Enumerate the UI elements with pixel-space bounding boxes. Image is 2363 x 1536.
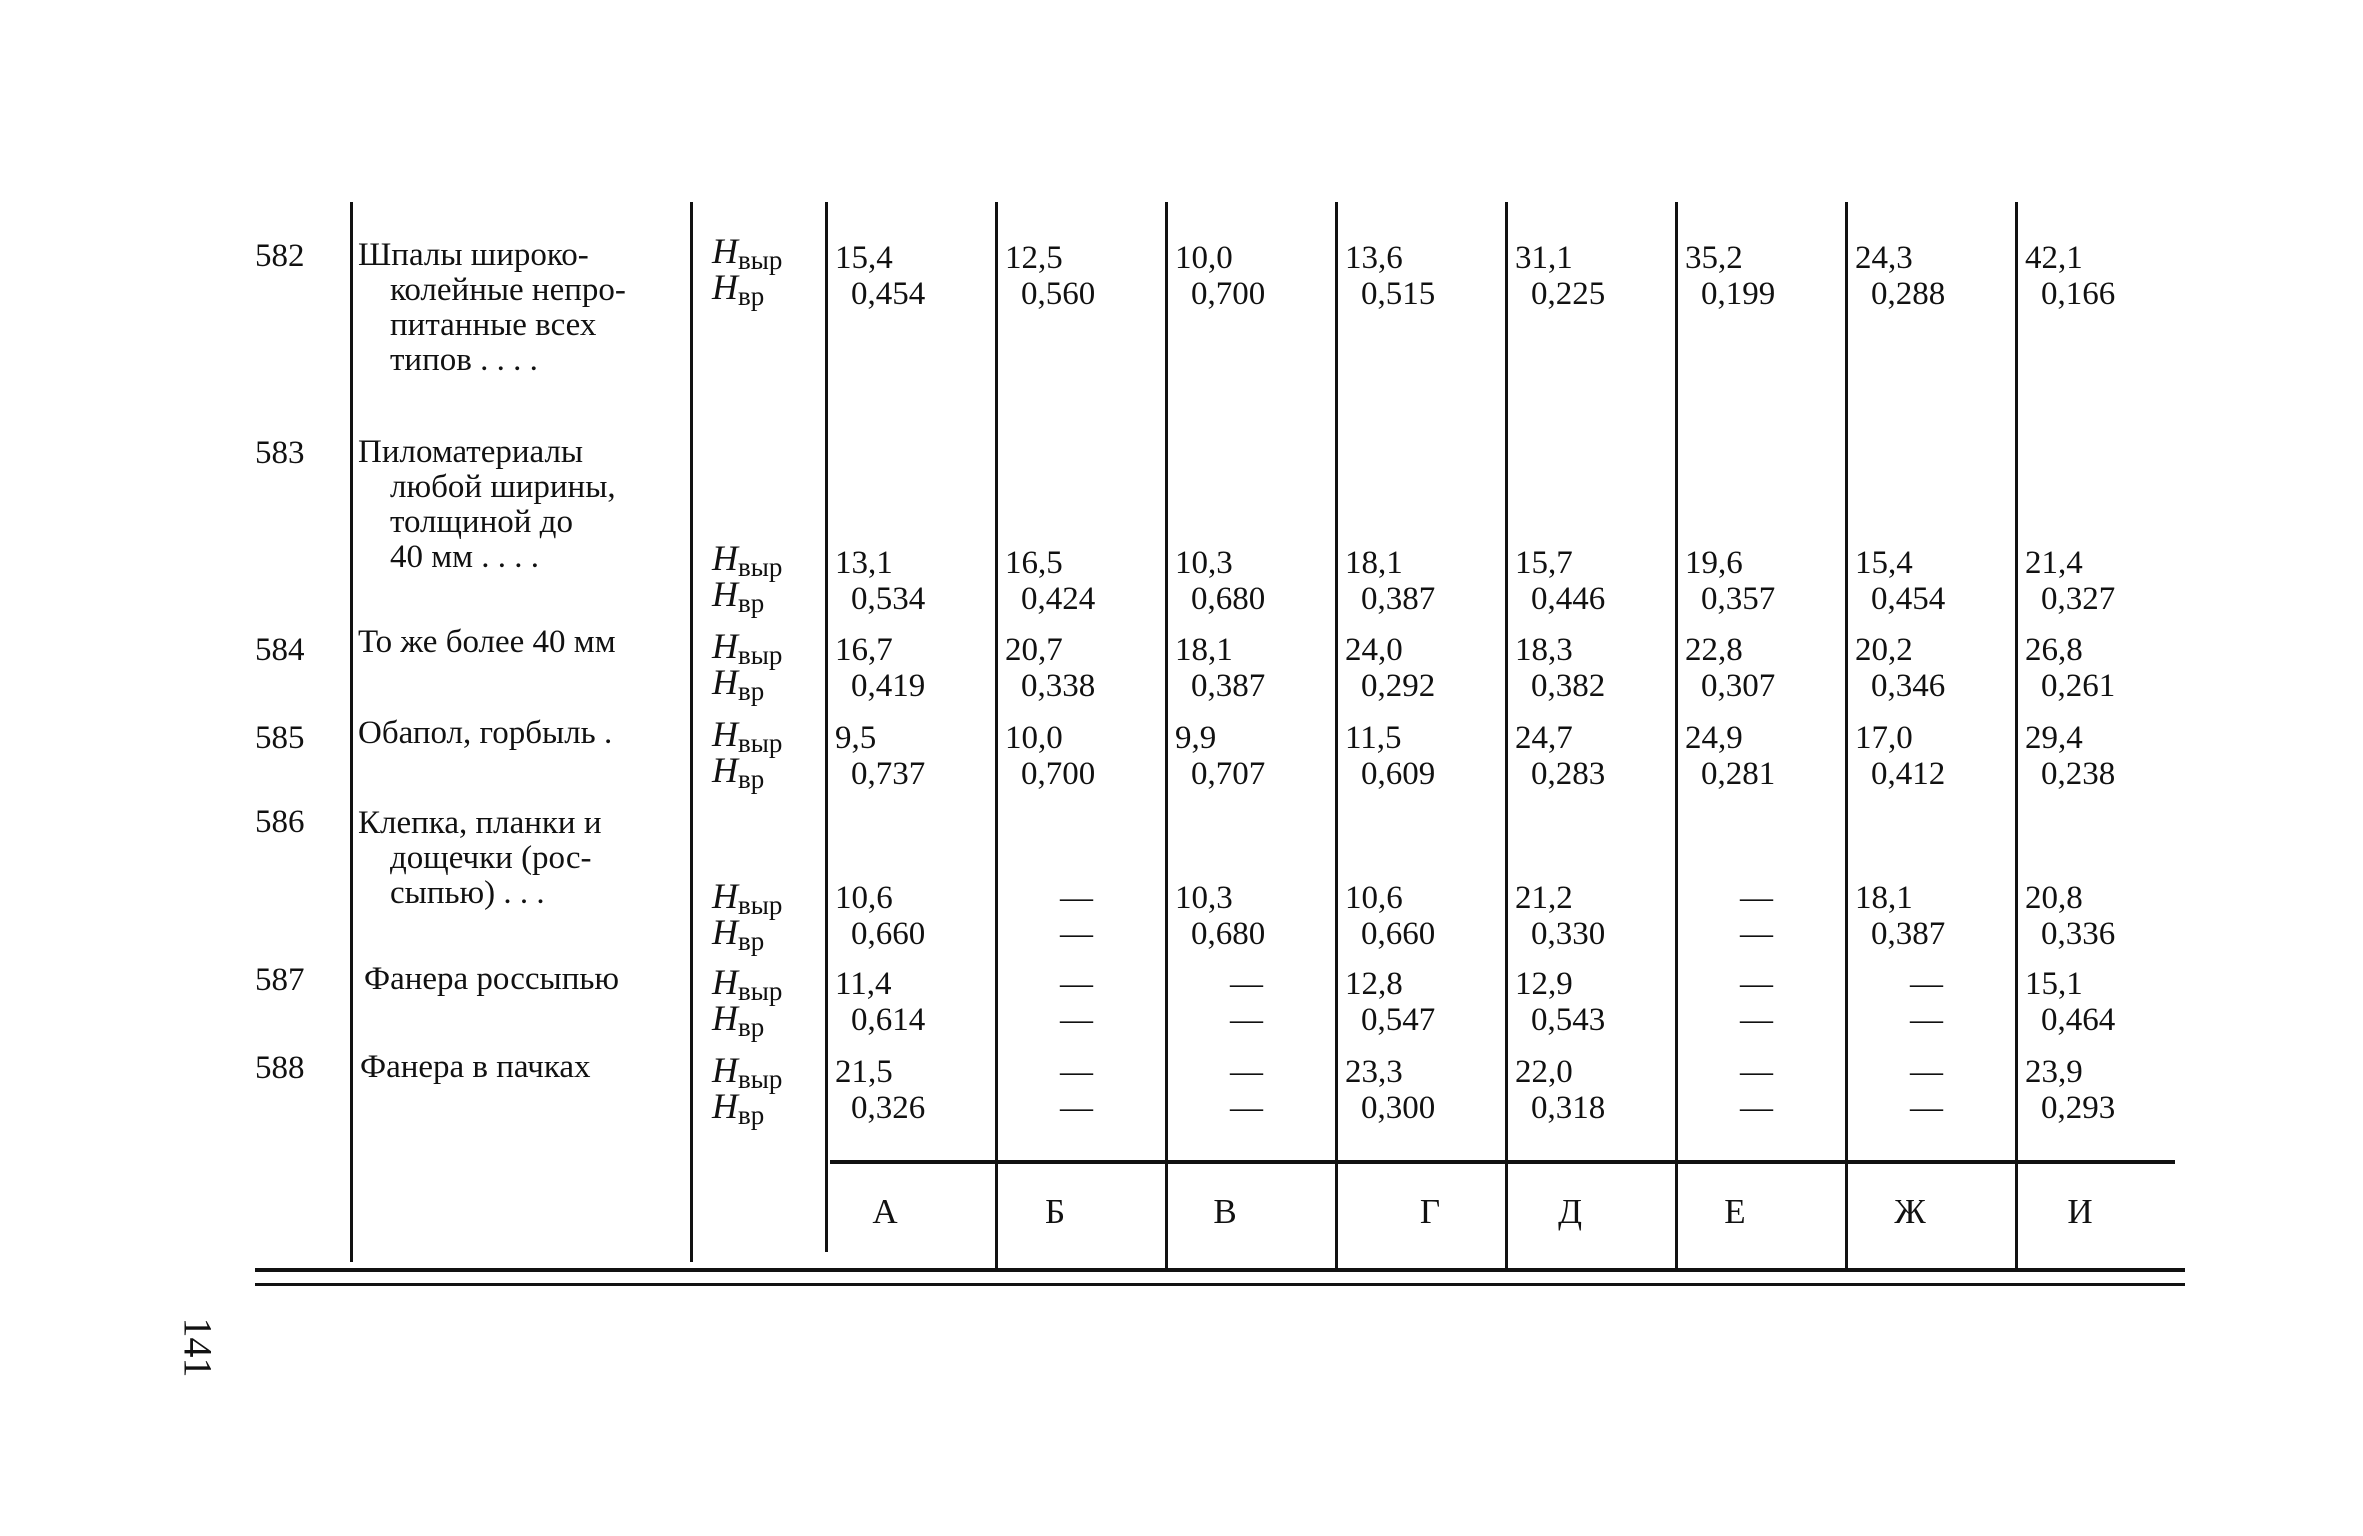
time-norm-value: 0,424 [1021, 581, 1096, 617]
time-norm-value: — [1230, 1090, 1263, 1126]
output-norm-value: — [1060, 880, 1093, 916]
row-number: 588 [255, 1050, 305, 1086]
value-cell [1515, 1054, 1605, 1126]
time-norm-value: 0,225 [1531, 276, 1606, 312]
description-line: 40 мм . . . . [390, 539, 540, 575]
output-norm-value: — [1060, 966, 1093, 1002]
time-norm-value: 0,338 [1021, 668, 1096, 704]
description-line: колейные непро- [390, 272, 626, 308]
header-rule [830, 1160, 2175, 1164]
row-description [358, 435, 684, 575]
output-norm-value: 10,0 [1005, 720, 1063, 756]
output-norm-value: 23,3 [1345, 1054, 1403, 1090]
time-norm-value: 0,199 [1701, 276, 1776, 312]
norm-time-symbol: $Н_{вр}$ [712, 662, 765, 706]
output-norm-value: 9,9 [1175, 720, 1217, 756]
time-norm-value: 0,387 [1191, 668, 1266, 704]
output-norm-value: — [1740, 880, 1773, 916]
norm-symbols [712, 876, 820, 956]
column-rule [995, 202, 998, 1272]
value-cell [1175, 632, 1265, 704]
output-norm-value: 12,8 [1345, 966, 1403, 1002]
time-norm-value: — [1060, 916, 1093, 952]
time-norm-value: 0,307 [1701, 668, 1776, 704]
output-norm-value: 26,8 [2025, 632, 2083, 668]
time-norm-value: 0,382 [1531, 668, 1606, 704]
time-norm-value: 0,238 [2041, 756, 2116, 792]
value-cell [1685, 545, 1775, 617]
output-norm-value: — [1740, 1054, 1773, 1090]
description-line: Фанера в пачках [360, 1049, 591, 1085]
norm-output-symbol: $Н_{выр}$ [712, 714, 783, 758]
time-norm-value: 0,543 [1531, 1002, 1606, 1038]
description-line: любой ширины, [390, 469, 616, 505]
value-cell [1005, 545, 1095, 617]
value-cell [2025, 240, 2115, 312]
time-norm-value: 0,330 [1531, 916, 1606, 952]
time-norm-value: 0,336 [2041, 916, 2116, 952]
output-norm-value: 15,7 [1515, 545, 1573, 581]
column-rule [1845, 202, 1848, 1272]
time-norm-value: 0,547 [1361, 1002, 1436, 1038]
bottom-rule [255, 1268, 2185, 1272]
value-cell [1345, 240, 1435, 312]
value-cell [1515, 240, 1605, 312]
output-norm-value: 24,0 [1345, 632, 1403, 668]
output-norm-value: 24,7 [1515, 720, 1573, 756]
description-line: Обапол, горбыль . [358, 715, 613, 751]
time-norm-value: 0,318 [1531, 1090, 1606, 1126]
time-norm-value: 0,293 [2041, 1090, 2116, 1126]
time-norm-value: 0,560 [1021, 276, 1096, 312]
output-norm-value: 15,4 [835, 240, 893, 276]
norm-time-symbol: $Н_{вр}$ [712, 574, 765, 618]
output-norm-value: 24,3 [1855, 240, 1913, 276]
time-norm-value: — [1230, 1002, 1263, 1038]
norm-output-symbol: $Н_{выр}$ [712, 876, 783, 920]
value-cell [2025, 720, 2115, 792]
column-rule [690, 202, 693, 1262]
column-rule [1165, 202, 1168, 1272]
output-norm-value: 15,4 [1855, 545, 1913, 581]
value-cell [1515, 966, 1605, 1038]
time-norm-value: 0,464 [2041, 1002, 2116, 1038]
description-line: Шпалы широко- [358, 237, 589, 273]
time-norm-value: 0,166 [2041, 276, 2116, 312]
column-letter: Б [1044, 1192, 1066, 1231]
time-norm-value: 0,700 [1191, 276, 1266, 312]
value-cell [1175, 880, 1265, 952]
output-norm-value: 16,7 [835, 632, 893, 668]
value-cell [835, 545, 925, 617]
row-description [358, 962, 690, 997]
time-norm-value: 0,680 [1191, 581, 1266, 617]
value-cell [1060, 1054, 1093, 1126]
output-norm-value: — [1230, 966, 1263, 1002]
time-norm-value: — [1910, 1002, 1943, 1038]
time-norm-value: 0,660 [1361, 916, 1436, 952]
time-norm-value: 0,609 [1361, 756, 1436, 792]
output-norm-value: 35,2 [1685, 240, 1743, 276]
value-cell [1230, 1054, 1263, 1126]
time-norm-value: 0,737 [851, 756, 926, 792]
output-norm-value: 31,1 [1515, 240, 1573, 276]
description-line: питанные всех [390, 307, 597, 343]
value-cell [1345, 720, 1435, 792]
value-cell [2025, 966, 2115, 1038]
norm-symbols [712, 231, 820, 311]
output-norm-value: 15,1 [2025, 966, 2083, 1002]
output-norm-value: 17,0 [1855, 720, 1913, 756]
time-norm-value: 0,614 [851, 1002, 926, 1038]
output-norm-value: 10,6 [835, 880, 893, 916]
value-cell [1230, 966, 1263, 1038]
output-norm-value: 18,1 [1175, 632, 1233, 668]
column-rule [1675, 202, 1678, 1272]
output-norm-value: 10,0 [1175, 240, 1233, 276]
output-norm-value: 13,1 [835, 545, 893, 581]
value-cell [1740, 1054, 1773, 1126]
page-number: 141 [175, 1317, 221, 1378]
value-cell [2025, 632, 2115, 704]
value-cell [1685, 240, 1775, 312]
output-norm-value: 24,9 [1685, 720, 1743, 756]
description-line: дощечки (рос- [390, 840, 592, 876]
value-cell [1005, 720, 1095, 792]
value-cell [1345, 545, 1435, 617]
norm-symbols [712, 1050, 820, 1130]
output-norm-value: 10,3 [1175, 545, 1233, 581]
value-cell [1345, 632, 1435, 704]
norm-output-symbol: $Н_{выр}$ [712, 962, 783, 1006]
time-norm-value: 0,446 [1531, 581, 1606, 617]
output-norm-value: 12,5 [1005, 240, 1063, 276]
value-cell [1740, 880, 1773, 952]
time-norm-value: 0,454 [1871, 581, 1946, 617]
value-cell [835, 240, 925, 312]
description-line: То же более 40 мм [358, 624, 616, 660]
output-norm-value: 19,6 [1685, 545, 1743, 581]
column-rule [350, 202, 353, 1262]
value-cell [1345, 966, 1435, 1038]
column-rule [1505, 202, 1508, 1272]
output-norm-value: — [1740, 966, 1773, 1002]
value-cell [1515, 720, 1605, 792]
output-norm-value: 20,8 [2025, 880, 2083, 916]
output-norm-value: 29,4 [2025, 720, 2083, 756]
output-norm-value: 16,5 [1005, 545, 1063, 581]
time-norm-value: — [1740, 1002, 1773, 1038]
value-cell [1175, 545, 1265, 617]
time-norm-value: 0,283 [1531, 756, 1606, 792]
norm-symbols [712, 538, 820, 618]
value-cell [1345, 880, 1435, 952]
norm-output-symbol: $Н_{выр}$ [712, 1050, 783, 1094]
norm-time-symbol: $Н_{вр}$ [712, 1086, 765, 1130]
row-number: 583 [255, 435, 305, 471]
output-norm-value: 42,1 [2025, 240, 2083, 276]
row-description [358, 1050, 686, 1085]
column-letter: Г [1419, 1192, 1441, 1231]
description-line: Фанера россыпью [364, 961, 620, 997]
description-line: толщиной до [390, 504, 573, 540]
value-cell [1855, 720, 1945, 792]
time-norm-value: 0,680 [1191, 916, 1266, 952]
row-description [358, 625, 684, 660]
row-number: 584 [255, 632, 305, 668]
value-cell [1175, 720, 1265, 792]
value-cell [1910, 966, 1943, 1038]
value-cell [2025, 1054, 2115, 1126]
description-line: типов . . . . [390, 342, 538, 378]
value-cell [835, 1054, 925, 1126]
norm-output-symbol: $Н_{выр}$ [712, 538, 783, 582]
time-norm-value: 0,357 [1701, 581, 1776, 617]
output-norm-value: 18,3 [1515, 632, 1573, 668]
time-norm-value: — [1060, 1090, 1093, 1126]
norm-symbols [712, 714, 820, 794]
output-norm-value: 18,1 [1345, 545, 1403, 581]
row-number: 582 [255, 238, 305, 274]
value-cell [2025, 880, 2115, 952]
time-norm-value: 0,281 [1701, 756, 1776, 792]
column-rule [1335, 202, 1338, 1272]
output-norm-value: 12,9 [1515, 966, 1573, 1002]
time-norm-value: 0,261 [2041, 668, 2116, 704]
value-cell [2025, 545, 2115, 617]
norm-output-symbol: $Н_{выр}$ [712, 626, 783, 670]
output-norm-value: 13,6 [1345, 240, 1403, 276]
output-norm-value: 20,7 [1005, 632, 1063, 668]
time-norm-value: 0,419 [851, 668, 926, 704]
output-norm-value: 9,5 [835, 720, 877, 756]
output-norm-value: 21,5 [835, 1054, 893, 1090]
output-norm-value: — [1230, 1054, 1263, 1090]
time-norm-value: 0,454 [851, 276, 926, 312]
norm-time-symbol: $Н_{вр}$ [712, 750, 765, 794]
time-norm-value: 0,387 [1361, 581, 1436, 617]
value-cell [1855, 632, 1945, 704]
value-cell [1515, 545, 1605, 617]
output-norm-value: 22,0 [1515, 1054, 1573, 1090]
column-letter: И [2067, 1192, 2093, 1231]
value-cell [1910, 1054, 1943, 1126]
value-cell [1175, 240, 1265, 312]
column-letter: А [872, 1192, 898, 1231]
time-norm-value: — [1910, 1090, 1943, 1126]
value-cell [1855, 240, 1945, 312]
time-norm-value: 0,292 [1361, 668, 1436, 704]
description-line: Клепка, планки и [358, 805, 602, 841]
column-rule [2015, 202, 2018, 1272]
output-norm-value: 21,4 [2025, 545, 2083, 581]
output-norm-value: 11,5 [1345, 720, 1402, 756]
time-norm-value: 0,327 [2041, 581, 2116, 617]
output-norm-value: 23,9 [2025, 1054, 2083, 1090]
value-cell [1060, 966, 1093, 1038]
time-norm-value: — [1740, 1090, 1773, 1126]
time-norm-value: 0,412 [1871, 756, 1946, 792]
output-norm-value: 11,4 [835, 966, 892, 1002]
time-norm-value: 0,300 [1361, 1090, 1436, 1126]
output-norm-value: — [1910, 966, 1943, 1002]
output-norm-value: 18,1 [1855, 880, 1913, 916]
column-letter: В [1213, 1192, 1237, 1231]
bottom-rule-double [255, 1283, 2185, 1286]
value-cell [1855, 880, 1945, 952]
value-cell [1345, 1054, 1435, 1126]
time-norm-value: 0,700 [1021, 756, 1096, 792]
value-cell [835, 880, 925, 952]
value-cell [835, 720, 925, 792]
time-norm-value: 0,534 [851, 581, 926, 617]
value-cell [1005, 240, 1095, 312]
time-norm-value: 0,288 [1871, 276, 1946, 312]
value-cell [1515, 880, 1605, 952]
value-cell [835, 632, 925, 704]
norm-symbols [712, 626, 820, 706]
column-letter: Д [1558, 1192, 1582, 1231]
output-norm-value: — [1910, 1054, 1943, 1090]
column-rule [825, 202, 828, 1252]
row-description [358, 806, 684, 911]
value-cell [835, 966, 925, 1038]
output-norm-value: — [1060, 1054, 1093, 1090]
output-norm-value: 20,2 [1855, 632, 1913, 668]
value-cell [1685, 720, 1775, 792]
time-norm-value: 0,707 [1191, 756, 1266, 792]
norm-output-symbol: $Н_{выр}$ [712, 231, 783, 275]
time-norm-value: 0,660 [851, 916, 926, 952]
row-description [358, 716, 684, 751]
value-cell [1855, 545, 1945, 617]
time-norm-value: 0,326 [851, 1090, 926, 1126]
value-cell [1515, 632, 1605, 704]
time-norm-value: 0,387 [1871, 916, 1946, 952]
time-norm-value: 0,515 [1361, 276, 1436, 312]
output-norm-value: 10,6 [1345, 880, 1403, 916]
value-cell [1740, 966, 1773, 1038]
row-description [358, 238, 684, 378]
value-cell [1005, 632, 1095, 704]
norm-time-symbol: $Н_{вр}$ [712, 267, 765, 311]
row-number: 585 [255, 720, 305, 756]
row-number: 587 [255, 962, 305, 998]
value-cell [1685, 632, 1775, 704]
description-line: Пиломатериалы [358, 434, 584, 470]
row-number: 586 [255, 804, 305, 840]
column-letter: Ж [1894, 1192, 1926, 1231]
time-norm-value: — [1060, 1002, 1093, 1038]
output-norm-value: 10,3 [1175, 880, 1233, 916]
norm-time-symbol: $Н_{вр}$ [712, 998, 765, 1042]
value-cell [1060, 880, 1093, 952]
time-norm-value: 0,346 [1871, 668, 1946, 704]
output-norm-value: 22,8 [1685, 632, 1743, 668]
norm-symbols [712, 962, 820, 1042]
norm-time-symbol: $Н_{вр}$ [712, 912, 765, 956]
output-norm-value: 21,2 [1515, 880, 1573, 916]
time-norm-value: — [1740, 916, 1773, 952]
description-line: сыпью) . . . [390, 875, 545, 911]
column-letter: Е [1724, 1192, 1746, 1231]
